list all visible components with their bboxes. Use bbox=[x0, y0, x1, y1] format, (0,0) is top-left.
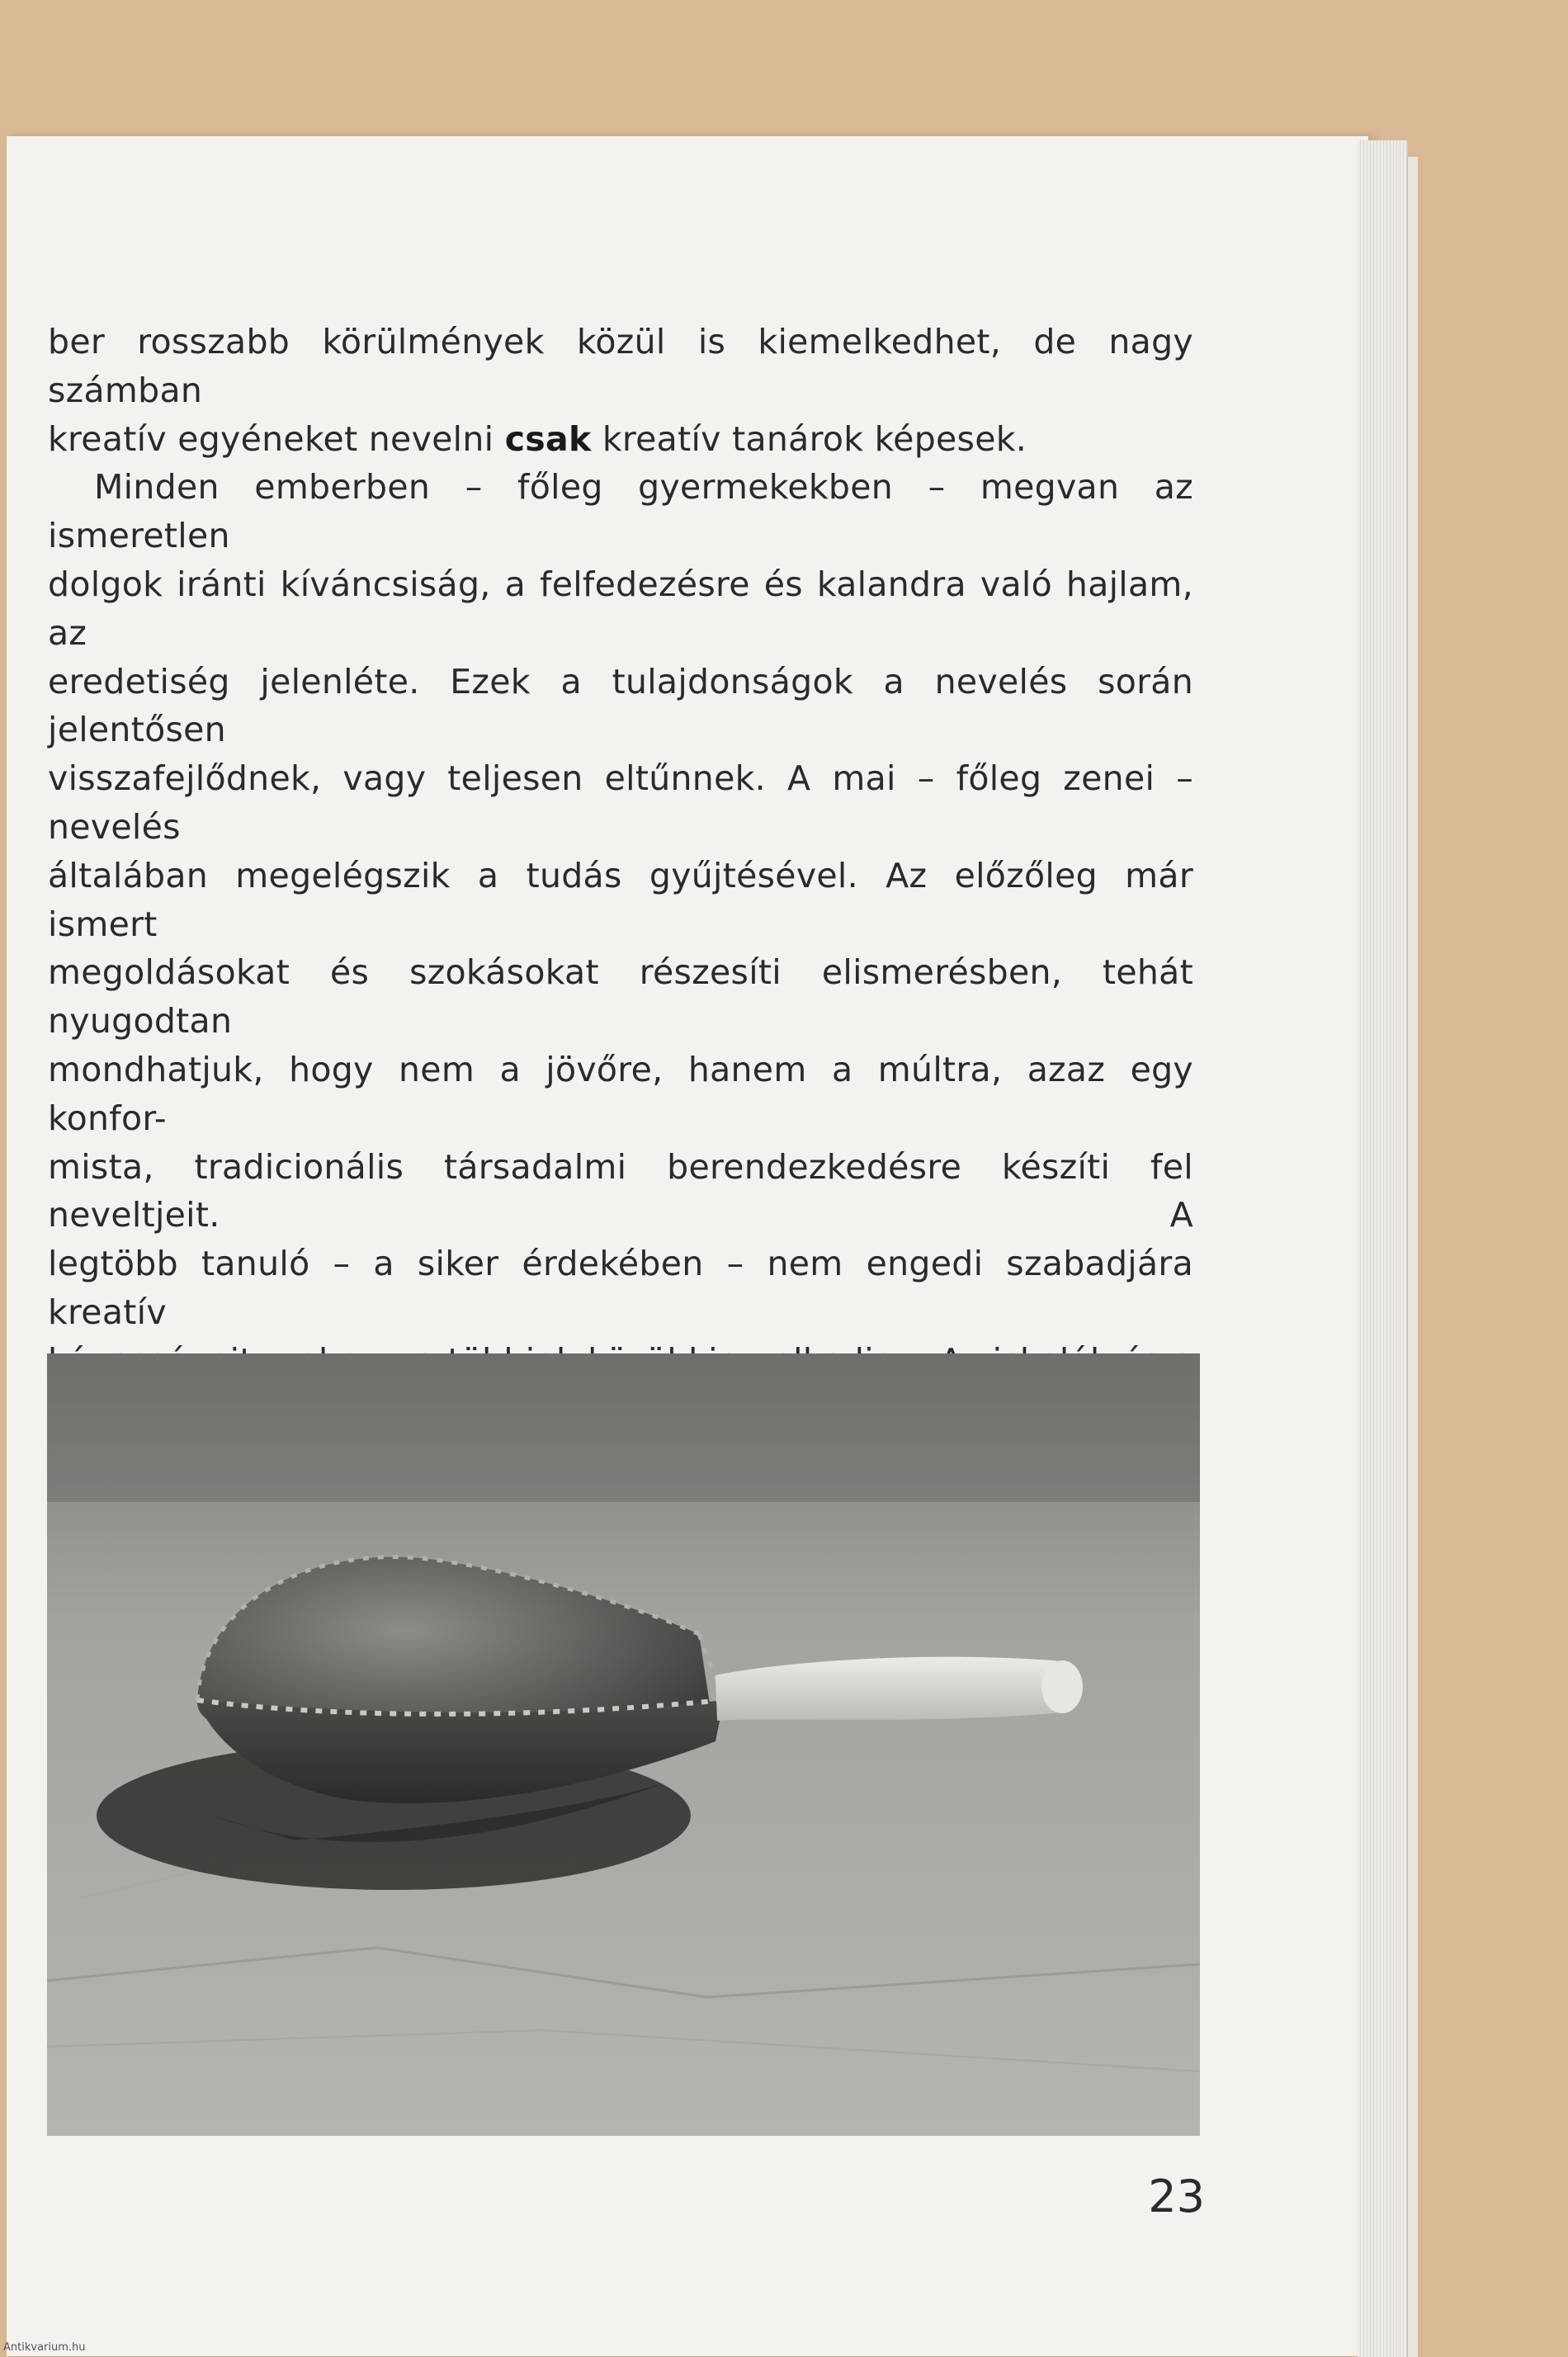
text-line: eredetiség jelenléte. Ezek a tulajdonságok a nevelés során jelentősen bbox=[48, 661, 1193, 750]
book-cover-edge bbox=[1407, 157, 1418, 2357]
text-line: megoldásokat és szokásokat részesíti elismerésben, tehát nyugodtan bbox=[48, 952, 1193, 1042]
text-line: kreatív egyéneket nevelni csak kreatív tanárok képesek. bbox=[48, 418, 1027, 459]
text-line: visszafejlődnek, vagy teljesen eltűnnek. A mai – főleg zenei – nevelés bbox=[48, 758, 1193, 847]
watermark: Antikvarium.hu bbox=[3, 2341, 86, 2354]
page-edges bbox=[1358, 140, 1408, 2357]
text-line: legtöbb tanuló – a siker érdekében – nem engedi szabadjára kreatív bbox=[48, 1244, 1193, 1332]
rattle-photo-illustration bbox=[47, 1353, 1200, 2136]
text-line: ber rosszabb körülmények közül is kiemelkedhet, de nagy számban bbox=[48, 322, 1193, 410]
text-line: Minden emberben – főleg gyermekekben – megvan az ismeretlen bbox=[48, 467, 1193, 556]
page-number: 23 bbox=[1148, 2170, 1205, 2222]
photo-rattle bbox=[47, 1353, 1200, 2136]
text-line: mondhatjuk, hogy nem a jövőre, hanem a múltra, azaz egy konfor- bbox=[48, 1049, 1193, 1138]
text-line: mista, tradicionális társadalmi berendezkedésre készíti fel neveltjeit. A bbox=[48, 1146, 1193, 1235]
text-line: dolgok iránti kíváncsiság, a felfedezésre és kalandra való hajlam, az bbox=[48, 564, 1193, 653]
text-line: általában megelégszik a tudás gyűjtésével. Az előzőleg már ismert bbox=[48, 855, 1193, 944]
bold-term: csak bbox=[504, 418, 592, 459]
